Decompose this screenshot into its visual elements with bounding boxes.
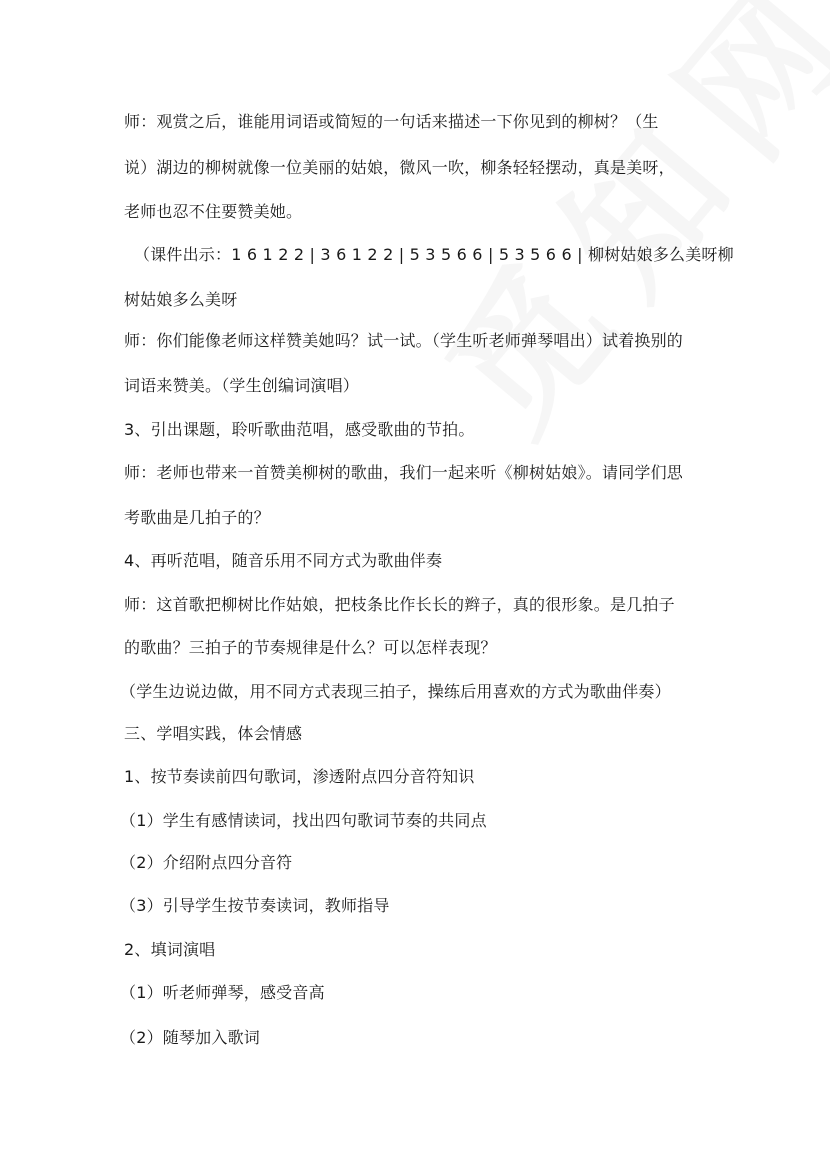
list-item: （1）学生有感情读词，找出四句歌词节奏的共同点 <box>120 811 487 830</box>
sub-heading: 2、填词演唱 <box>124 940 216 959</box>
text-line: （学生边说边做，用不同方式表现三拍子，操练后用喜欢的方式为歌曲伴奏） <box>120 682 671 701</box>
section-heading: 3、引出课题，聆听歌曲范唱，感受歌曲的节拍。 <box>124 420 475 439</box>
section-heading: 三、学唱实践，体会情感 <box>124 724 303 743</box>
text-line: 树姑娘多么美呀 <box>124 290 238 309</box>
text-line: 说）湖边的柳树就像一位美丽的姑娘，微风一吹，柳条轻轻摆动，真是美呀， <box>124 158 675 177</box>
section-heading: 4、再听范唱，随音乐用不同方式为歌曲伴奏 <box>124 551 443 570</box>
text-line: （课件出示：1 6 1 2 2 | 3 6 1 2 2 | 5 3 5 6 6 | 5 3 5 6 6 | 柳树姑娘多么美呀柳 <box>134 245 734 264</box>
text-line: 师：你们能像老师这样赞美她吗？试一试。（学生听老师弹琴唱出）试着换别的 <box>124 331 684 350</box>
text-line: 师：观赏之后，谁能用词语或简短的一句话来描述一下你见到的柳树？（生 <box>124 112 659 131</box>
text-line: 师：这首歌把柳树比作姑娘，把枝条比作长长的辫子，真的很形象。是几拍子 <box>124 595 675 614</box>
list-item: （3）引导学生按节奏读词，教师指导 <box>120 896 390 915</box>
text-line: 考歌曲是几拍子的？ <box>124 508 270 527</box>
text-line: 老师也忍不住要赞美她。 <box>124 202 303 221</box>
text-line: 词语来赞美。（学生创编词演唱） <box>124 376 360 395</box>
sub-heading: 1、按节奏读前四句歌词，渗透附点四分音符知识 <box>124 767 475 786</box>
text-line: 的歌曲？三拍子的节奏规律是什么？可以怎样表现？ <box>124 638 497 657</box>
list-item: （2）介绍附点四分音符 <box>120 853 293 872</box>
watermark <box>390 0 830 469</box>
list-item: （2）随琴加入歌词 <box>120 1028 260 1047</box>
text-line: 师：老师也带来一首赞美柳树的歌曲，我们一起来听《柳树姑娘》。请同学们思 <box>124 463 684 482</box>
list-item: （1）听老师弹琴，感受音高 <box>120 983 325 1002</box>
